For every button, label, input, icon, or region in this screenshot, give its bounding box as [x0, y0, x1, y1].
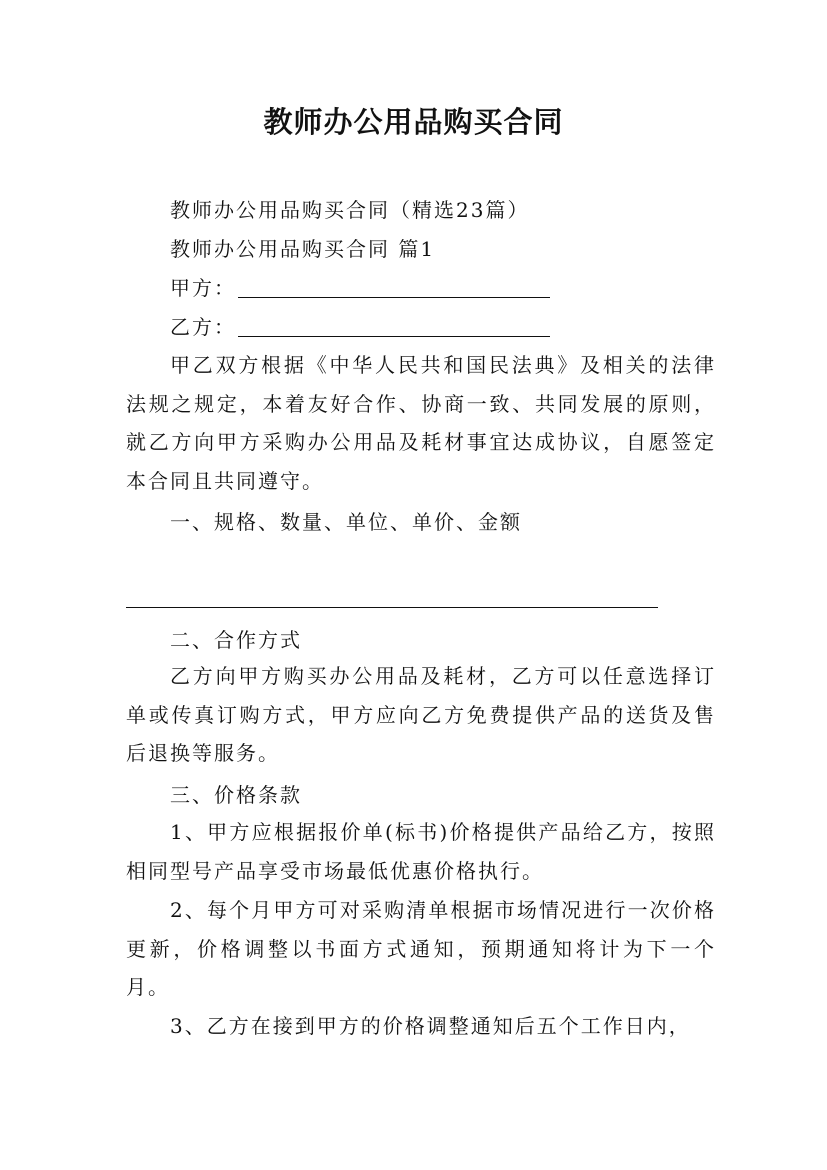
- section-2-paragraph: 乙方向甲方购买办公用品及耗材，乙方可以任意选择订单或传真订购方式，甲方应向乙方免费提供产品的送货及售后退换等服务。: [126, 664, 716, 766]
- party-b-blank: [238, 336, 550, 337]
- party-a-line: [170, 276, 550, 300]
- chapter-heading: 教师办公用品购买合同 篇1: [170, 237, 436, 261]
- party-b-label: 乙方：: [170, 315, 236, 339]
- party-b-line: [170, 315, 550, 339]
- table-separator-rule: [126, 607, 658, 608]
- section-2-heading: 二、合作方式: [170, 628, 302, 652]
- section-3-heading: 三、价格条款: [170, 783, 302, 807]
- clause-2: 2、每个月甲方可对采购清单根据市场情况进行一次价格更新，价格调整以书面方式通知，预期通知将计为下一个月。: [126, 898, 716, 1000]
- document-subtitle: 教师办公用品购买合同（精选23篇）: [170, 198, 530, 222]
- party-a-blank: [238, 297, 550, 298]
- document-title: 教师办公用品购买合同: [263, 105, 564, 139]
- clause-3: 3、乙方在接到甲方的价格调整通知后五个工作日内，: [170, 1014, 691, 1038]
- party-a-label: 甲方：: [170, 276, 236, 300]
- intro-paragraph: 甲乙双方根据《中华人民共和国民法典》及相关的法律法规之规定，本着友好合作、协商一致、共同发展的原则，就乙方向甲方采购办公用品及耗材事宜达成协议，自愿签定本合同且共同遵守。: [126, 353, 716, 493]
- clause-1: 1、甲方应根据报价单(标书)价格提供产品给乙方，按照相同型号产品享受市场最低优惠价格执行。: [126, 820, 716, 883]
- section-1-heading: 一、规格、数量、单位、单价、金额: [170, 510, 522, 534]
